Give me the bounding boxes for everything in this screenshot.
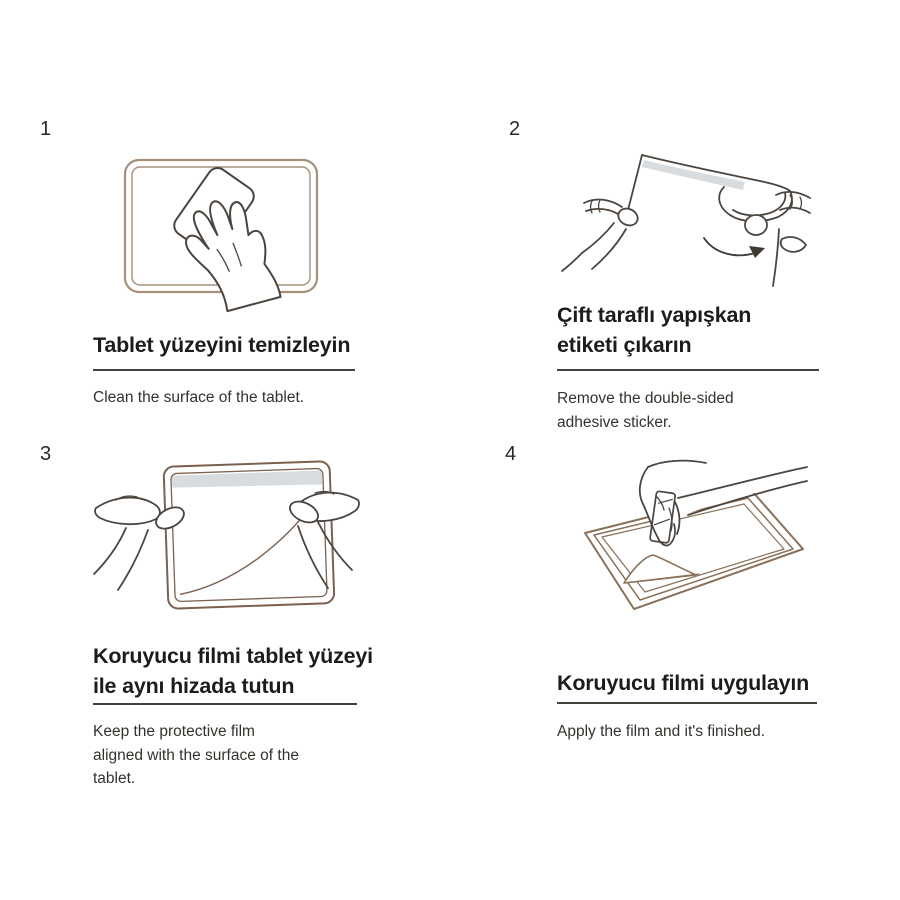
step-2-title: Çift taraflı yapışkan etiketi çıkarın	[557, 303, 752, 357]
step-4-description: Apply the film and it's finished.	[557, 723, 766, 740]
step-4-divider	[557, 702, 817, 704]
step-1-description: Clean the surface of the tablet.	[93, 389, 305, 406]
step-1-title: Tablet yüzeyini temizleyin	[93, 333, 351, 357]
step-1-number: 1	[40, 118, 52, 140]
step-3-divider	[93, 703, 357, 705]
step-2-description: Remove the double-sided adhesive sticker.	[557, 390, 734, 431]
step-4-number: 4	[505, 443, 517, 465]
step-2-number: 2	[509, 118, 521, 140]
step-4-title: Koruyucu filmi uygulayın	[557, 671, 810, 695]
peel-sticker-illustration-icon	[552, 143, 812, 293]
align-film-illustration-icon	[92, 458, 362, 618]
step-3-number: 3	[40, 443, 52, 465]
apply-film-illustration-icon	[560, 452, 810, 617]
step-1-divider	[93, 369, 355, 371]
tablet-wipe-illustration-icon	[122, 150, 322, 312]
step-3-description: Keep the protective film aligned with the surface of the tablet.	[93, 723, 299, 787]
step-3-title: Koruyucu filmi tablet yüzeyi ile aynı hizada tutun	[93, 644, 373, 698]
step-2-divider	[557, 369, 819, 371]
